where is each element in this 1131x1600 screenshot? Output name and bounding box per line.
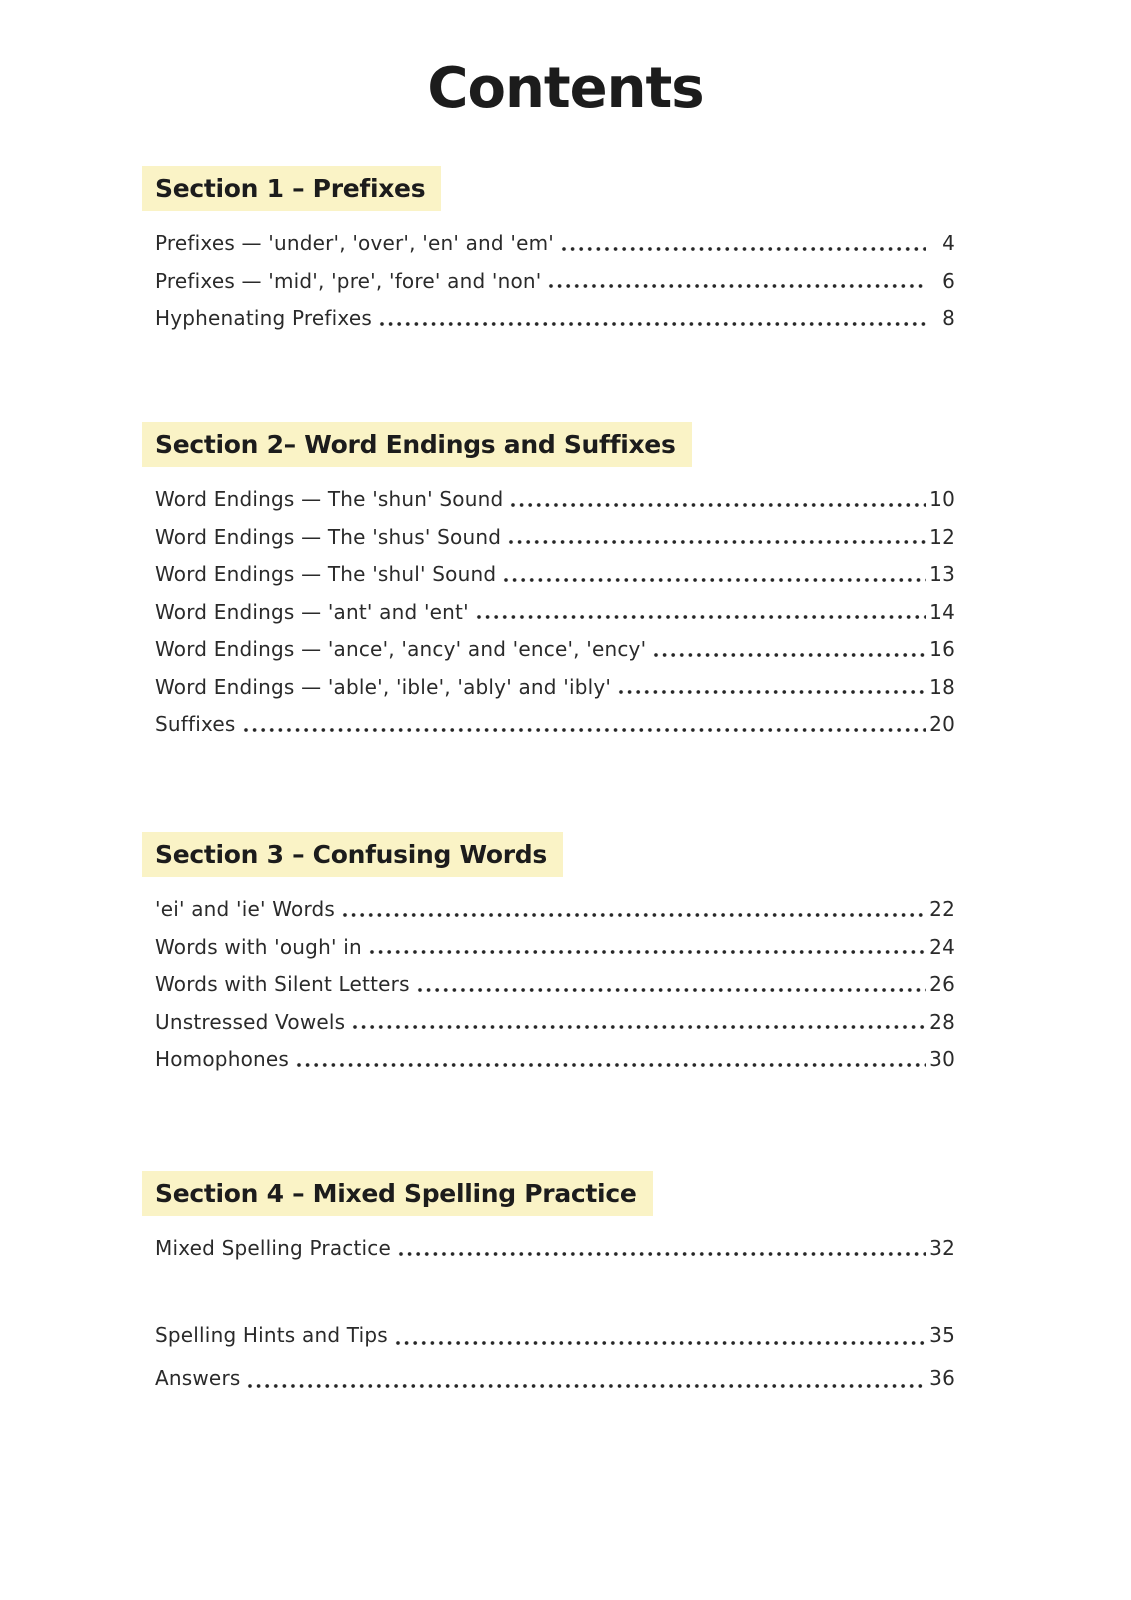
toc-entry-label: Mixed Spelling Practice: [155, 1236, 391, 1261]
toc-entry-label: Homophones: [155, 1047, 290, 1072]
toc-entry: [155, 1041, 955, 1079]
dot-leader: [560, 242, 926, 256]
toc-entry-page-number: 13: [929, 562, 955, 587]
toc-entry-label: 'ei' and 'ie' Words: [155, 897, 336, 922]
toc-entry: [155, 225, 955, 263]
toc-entry: [155, 263, 955, 301]
toc-entry: [155, 631, 955, 669]
dot-leader: [351, 1020, 926, 1034]
section-entries: [155, 481, 955, 744]
dot-leader: [394, 1336, 926, 1350]
toc-entry-page-number: 10: [929, 487, 955, 512]
toc-entry: [155, 1004, 955, 1042]
section-block: [155, 1171, 955, 1268]
section-block: [155, 166, 955, 338]
toc-entry-page-number: 35: [929, 1322, 955, 1347]
toc-entry-label: Prefixes — 'under', 'over', 'en' and 'em': [155, 231, 554, 256]
toc-entry-page-number: 36: [929, 1365, 955, 1390]
toc-entry-label: Word Endings — The 'shun' Sound: [155, 487, 504, 512]
toc-entry-label: Word Endings — The 'shus' Sound: [155, 524, 502, 549]
toc-entry-page-number: 4: [942, 231, 955, 256]
toc-entry: [155, 594, 955, 632]
toc-entry-label: Prefixes — 'mid', 'pre', 'fore' and 'non': [155, 268, 542, 293]
toc-entry-page-number: 28: [929, 1009, 955, 1034]
sections-root: [155, 166, 955, 1268]
dot-leader: [295, 1058, 926, 1072]
toc-entry: [155, 966, 955, 1004]
contents-list: [0, 166, 1131, 1400]
toc-entry-label: Word Endings — 'ance', 'ancy' and 'ence', 'ency': [155, 637, 647, 662]
dot-leader: [368, 945, 926, 959]
dot-leader: [341, 908, 926, 922]
toc-entry-label: Word Endings — The 'shul' Sound: [155, 562, 497, 587]
dot-leader: [502, 573, 926, 587]
toc-entry-page-number: 8: [942, 306, 955, 331]
toc-entry-page-number: 12: [929, 524, 955, 549]
toc-entry: [155, 1357, 955, 1400]
toc-entry-page-number: 18: [929, 674, 955, 699]
toc-entry: [155, 706, 955, 744]
section-heading: Section 3 – Confusing Words: [142, 832, 563, 878]
toc-entry-label: Suffixes: [155, 712, 236, 737]
toc-entry-page-number: 16: [929, 637, 955, 662]
toc-entry: [155, 1314, 955, 1357]
section-heading: Section 2– Word Endings and Suffixes: [142, 422, 692, 468]
toc-entry-label: Word Endings — 'able', 'ible', 'ably' and 'ibly': [155, 674, 612, 699]
dot-leader: [416, 983, 926, 997]
toc-entry-page-number: 26: [929, 972, 955, 997]
section-entries: [155, 225, 955, 338]
dot-leader: [617, 685, 926, 699]
toc-entry-page-number: 20: [929, 712, 955, 737]
toc-entry-label: Answers: [155, 1365, 241, 1390]
dot-leader: [397, 1247, 926, 1261]
page-title: Contents: [427, 56, 704, 121]
toc-entry-label: Words with Silent Letters: [155, 972, 410, 997]
toc-entry: [155, 1230, 955, 1268]
dot-leader: [242, 723, 926, 737]
dot-leader: [652, 648, 926, 662]
toc-entry-label: Spelling Hints and Tips: [155, 1322, 388, 1347]
toc-entry: [155, 300, 955, 338]
dot-leader: [378, 317, 926, 331]
section-block: [155, 832, 955, 1079]
dot-leader: [509, 498, 926, 512]
toc-entry-label: Words with 'ough' in: [155, 934, 362, 959]
toc-entry: [155, 929, 955, 967]
dot-leader: [475, 610, 926, 624]
toc-entry-page-number: 14: [929, 599, 955, 624]
toc-entry-label: Unstressed Vowels: [155, 1009, 346, 1034]
extras-root: [155, 1314, 955, 1400]
section-heading: Section 1 – Prefixes: [142, 166, 441, 212]
dot-leader: [507, 535, 926, 549]
section-block: [155, 422, 955, 744]
toc-entry-label: Hyphenating Prefixes: [155, 306, 372, 331]
section-entries: [155, 1230, 955, 1268]
section-entries: [155, 891, 955, 1079]
toc-entry-page-number: 32: [929, 1236, 955, 1261]
toc-entry-page-number: 24: [929, 934, 955, 959]
toc-entry: [155, 891, 955, 929]
toc-entry: [155, 556, 955, 594]
dot-leader: [547, 279, 926, 293]
toc-entry: [155, 669, 955, 707]
toc-entry-page-number: 22: [929, 897, 955, 922]
toc-entry: [155, 519, 955, 557]
toc-entry-page-number: 30: [929, 1047, 955, 1072]
toc-entry: [155, 481, 955, 519]
toc-entry-label: Word Endings — 'ant' and 'ent': [155, 599, 469, 624]
section-heading: Section 4 – Mixed Spelling Practice: [142, 1171, 653, 1217]
dot-leader: [246, 1379, 926, 1393]
toc-entry-page-number: 6: [942, 268, 955, 293]
